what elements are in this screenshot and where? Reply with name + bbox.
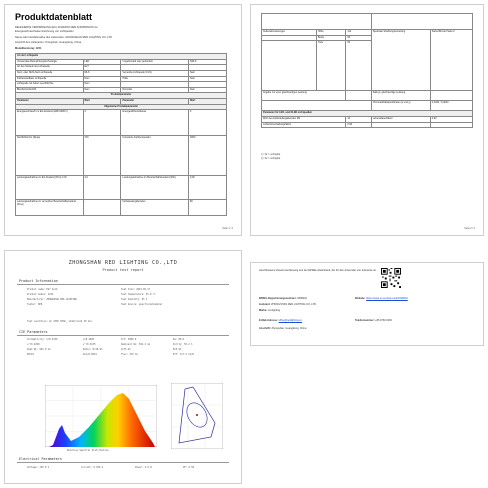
email-link[interactable]: office@redlighting.cn	[278, 319, 302, 322]
spectrum-chart	[45, 385, 157, 447]
test-condition: Test condition: AC 230V 50Hz, stabilized 30 min	[27, 320, 92, 323]
cie-table	[27, 338, 198, 358]
page-number: Seite 1 / 2	[222, 227, 233, 230]
divider	[17, 284, 229, 285]
table-row: Chromaticity: x=0.4330 y=0.4020 CCT: 3000 K Ra: 80.0	[27, 338, 185, 341]
section-heading: Parameter für LED- und OLED-Lichtquellen	[262, 111, 473, 117]
table-row: Außenabmessungen Höhe 112 Spektrale Strahlungsverteilung Siehe Bild auf Seite 2	[262, 30, 473, 36]
table-row: Peak WL: 601.0 nm Ratio: R=18.9% G=75.2% B=5.9%	[27, 348, 182, 351]
table-row: Netz- oder Nicht-Netz-Lichtquelle MLS Vernetzte Lichtquelle (CLS) Nein	[16, 70, 227, 76]
table-row: Breite 60	[262, 35, 473, 41]
table-row	[262, 14, 473, 30]
table-row: Leistungsaufnahme im Ein-Zustand (Pon) in W 4,0 Leistungsaufnahme im Bereitschaftszustand (Psb) 0,00	[16, 176, 227, 200]
summary-header: Geschlossene Zusammenfassung aus der EPREL-Datenbank, die für den Anwender von Interesse ist.	[259, 269, 377, 272]
product-info-table	[27, 288, 167, 308]
address-line: Anschrift des Lieferanten: zhongshan, Guangdong, China	[15, 41, 82, 44]
table-header-row: Parameter Wert Parameter Wert	[16, 99, 227, 105]
supplier-line: Name oder Handelsmarke des Lieferanten: ZHONGSHAN RED LIGHTING CO.,LTD	[15, 36, 112, 39]
qr-code-icon	[381, 268, 401, 288]
table-row: Product model: 1234 Test temperature: 25.0 °C	[27, 293, 156, 296]
section-heading: CIE Parameters	[19, 330, 48, 334]
cie-diagram	[171, 383, 223, 449]
model-line: Modellkennung: 1234	[15, 47, 42, 50]
section-heading: Product Information	[19, 279, 58, 283]
table-row: Manufacturer: ZHONGSHAN RED LIGHTING Test humidity: 65 %	[27, 298, 148, 301]
table-row: Nutzlichtstrom (Φuse) 470 Korrelierte Farbtemperatur 3000	[16, 136, 227, 176]
divider	[17, 462, 229, 463]
table-row: Verwendete Beleuchtungstechnologie LED Ungebündelt oder gebündelt NDLS	[16, 59, 227, 65]
chart-caption: Relative Spectral Distribution	[67, 449, 109, 452]
light-source-table	[15, 53, 227, 216]
section-heading: Produktparameter	[16, 93, 227, 99]
section-heading: Art der Lichtquelle	[16, 54, 227, 60]
regulation-line: DELEGIERTE VERORDNUNG (EU) 2019/2015 DER KOMMISSION zur	[15, 26, 98, 29]
email-row: E-Mail-Adresse: office@redlighting.cn	[259, 319, 302, 322]
page-number: Seite 2 / 2	[464, 227, 475, 230]
eprel-number-row: EPREL-Registrierungsnummer: 1808232	[259, 297, 307, 300]
table-row: Blendschutzschild Nein Dimmbar Nein	[16, 87, 227, 93]
table-row: Tester: RED Test device: spectroradiometer	[27, 303, 163, 306]
dimensions-table	[261, 13, 473, 128]
report-subtitle: Product test report	[102, 268, 144, 272]
datasheet-page-1	[4, 4, 242, 236]
company-title: ZHONGSHAN RED LIGHTING CO.,LTD	[68, 260, 178, 266]
brand-row: Marke: red lighting	[259, 309, 280, 312]
regulation-line: Energieverbrauchskennzeichnung von Lichtquellen	[15, 30, 74, 33]
table-row: Lichtstromerhaltungsfaktor 0,90	[262, 122, 473, 128]
table-row: Tiefe 60	[262, 41, 473, 91]
supplier-row: Lieferant: ZHONGSHAN RED LIGHTING CO.,LTD	[259, 303, 316, 306]
address-row: Anschrift: Zhongshan, Guangdong, China	[259, 327, 307, 330]
section-heading: Allgemeine Produktparameter	[16, 104, 227, 110]
footnote: (¹) 'Ja' = verfügbar	[261, 153, 281, 156]
table-row: u'=0.2458 v'=0.5135 Dominant WL: 581.2 nm Purity: 55.2 %	[27, 343, 193, 346]
datasheet-page-2	[250, 4, 484, 236]
table-row: Voltage: 230.0 V Current: 0.030 A Power: 4.0 W PF: 0.58	[27, 466, 195, 469]
table-row: Farbeinstellbare Lichtquelle Nein Hülle Nein	[16, 76, 227, 82]
footnote: (²) 'Ja' = verfügbar	[261, 157, 281, 160]
table-row: Lichtquelle mit hoher Leuchtdichte Nein	[16, 82, 227, 88]
table-row: Angabe zur einer gleichwertigen Leistung - Falls ja, gleichwertige Leistung -	[262, 91, 473, 101]
phone-row: Telefonnummer: +86 0760 0000	[355, 319, 392, 322]
website-row: Website: https://eprel.ec.europa.eu/qr/1808232	[355, 297, 408, 300]
eprel-summary-page	[250, 262, 484, 346]
website-link[interactable]: https://eprel.ec.europa.eu/qr/1808232	[366, 297, 408, 300]
table-row: Energieverbrauch im Ein-Zustand (kWh/1000 h) 4 Energieeffizienzklasse F	[16, 110, 227, 136]
table-row: Leistungsaufnahme im vernetzten Bereitschaftszustand (Pnet) - Farbwiedergabeindex 80	[16, 200, 227, 216]
table-row: Wert des Farbwiedergabeindex R9 10 Lebensdauerfaktor 0,90	[262, 116, 473, 122]
table-row: Art des Sockels der Lichtquelle E27	[16, 65, 227, 71]
page-title: Produktdatenblatt	[15, 12, 93, 22]
divider	[17, 335, 229, 336]
section-heading: Electrical Parameters	[19, 457, 62, 461]
measured-point	[196, 414, 198, 416]
table-row: R9=10 Duv=0.0015 Flux: 470 lm Eff: 117.5 lm/W	[27, 353, 194, 356]
electrical-table	[27, 466, 198, 471]
table-row: Chromatizitätskoordinaten (x und y) 0,4330 / 0,4020	[262, 101, 473, 111]
table-row: Product name: E27 bulb Test time: 2023-05-17	[27, 288, 151, 291]
test-report-page	[4, 250, 242, 484]
